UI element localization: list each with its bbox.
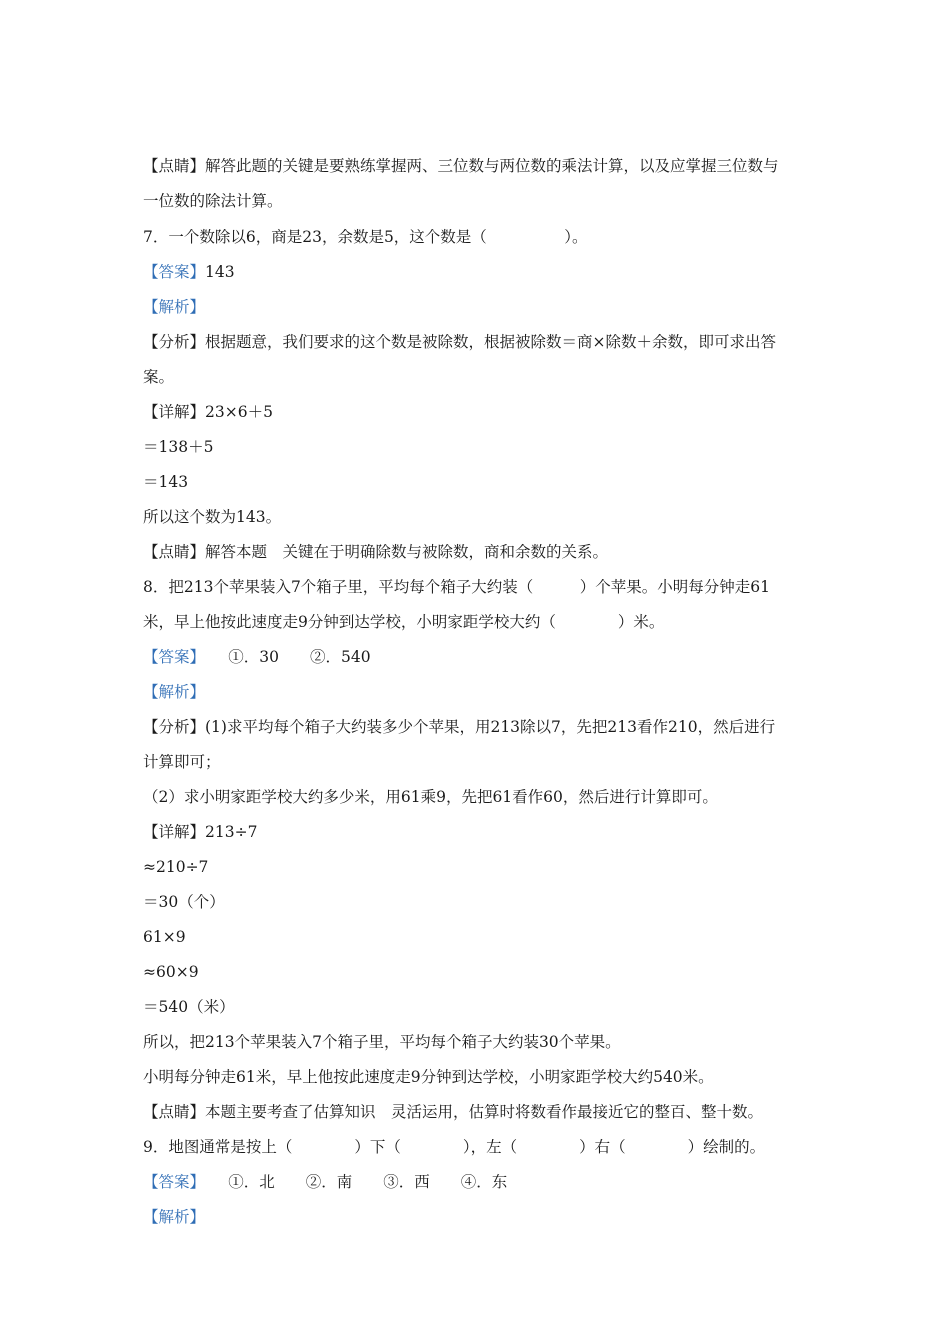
analysis-tag: 【解析】 xyxy=(143,298,206,316)
answer-line: 【答案】143 xyxy=(143,263,235,281)
text-line: 计算即可； xyxy=(143,753,221,771)
analysis-tag: 【解析】 xyxy=(143,683,206,701)
text-line: ＝138＋5 xyxy=(143,438,214,456)
text-line: 一位数的除法计算。 xyxy=(143,192,283,210)
text-line: 【详解】23×6＋5 xyxy=(143,403,273,421)
text-line: ≈60×9 xyxy=(143,963,199,981)
question-9: 9．地图通常是按上（ ）下（ ），左（ ）右（ ）绘制的。 xyxy=(143,1138,766,1156)
text-line: （2）求小明家距学校大约多少米，用61乘9，先把61看作60，然后进行计算即可。 xyxy=(143,788,718,806)
text-line: 【点睛】解答本题 关键在于明确除数与被除数，商和余数的关系。 xyxy=(143,543,609,561)
text-line: ＝540（米） xyxy=(143,998,235,1016)
question-7: 7．一个数除以6，商是23，余数是5，这个数是（ ）。 xyxy=(143,228,588,246)
analysis-line xyxy=(143,681,205,703)
text-line: 61×9 xyxy=(143,928,186,946)
analysis-line xyxy=(143,1206,205,1228)
text-line: ≈210÷7 xyxy=(143,858,209,876)
text-line: 【详解】213÷7 xyxy=(143,823,258,841)
answer-tag: 【答案】 xyxy=(143,1173,198,1191)
answer-tag: 【答案】 xyxy=(143,263,206,281)
text-line: ＝30（个） xyxy=(143,893,225,911)
text-line: 【点睛】解答此题的关键是要熟练掌握两、三位数与两位数的乘法计算，以及应掌握三位数与 xyxy=(143,157,779,175)
answer-line: 【答案】 ①．北 ②．南 ③．西 ④．东 xyxy=(143,1173,508,1191)
text-line: 案。 xyxy=(143,368,175,386)
question-8: 8．把213个苹果装入7个箱子里，平均每个箱子大约装（ ）个苹果。小明每分钟走61 xyxy=(143,578,771,596)
text-line: 小明每分钟走61米，早上他按此速度走9分钟到达学校，小明家距学校大约540米。 xyxy=(143,1068,714,1086)
text-line: ＝143 xyxy=(143,473,189,491)
text-line: 【分析】根据题意，我们要求的这个数是被除数，根据被除数＝商×除数＋余数，即可求出答 xyxy=(143,333,776,351)
answer-tag: 【答案】 xyxy=(143,648,198,666)
answer-line: 【答案】 ①．30 ②．540 xyxy=(143,648,371,666)
analysis-line xyxy=(143,296,205,318)
text-line: 【分析】(1)求平均每个箱子大约装多少个苹果，用213除以7，先把213看作210，然后进行 xyxy=(143,718,776,736)
text-line: 所以这个数为143。 xyxy=(143,508,282,526)
analysis-tag: 【解析】 xyxy=(143,1208,206,1226)
text-line: 米，早上他按此速度走9分钟到达学校，小明家距学校大约（ ）米。 xyxy=(143,613,665,631)
text-line: 所以，把213个苹果装入7个箱子里，平均每个箱子大约装30个苹果。 xyxy=(143,1033,621,1051)
text-line: 【点睛】本题主要考查了估算知识 灵活运用，估算时将数看作最接近它的整百、整十数。 xyxy=(143,1103,764,1121)
